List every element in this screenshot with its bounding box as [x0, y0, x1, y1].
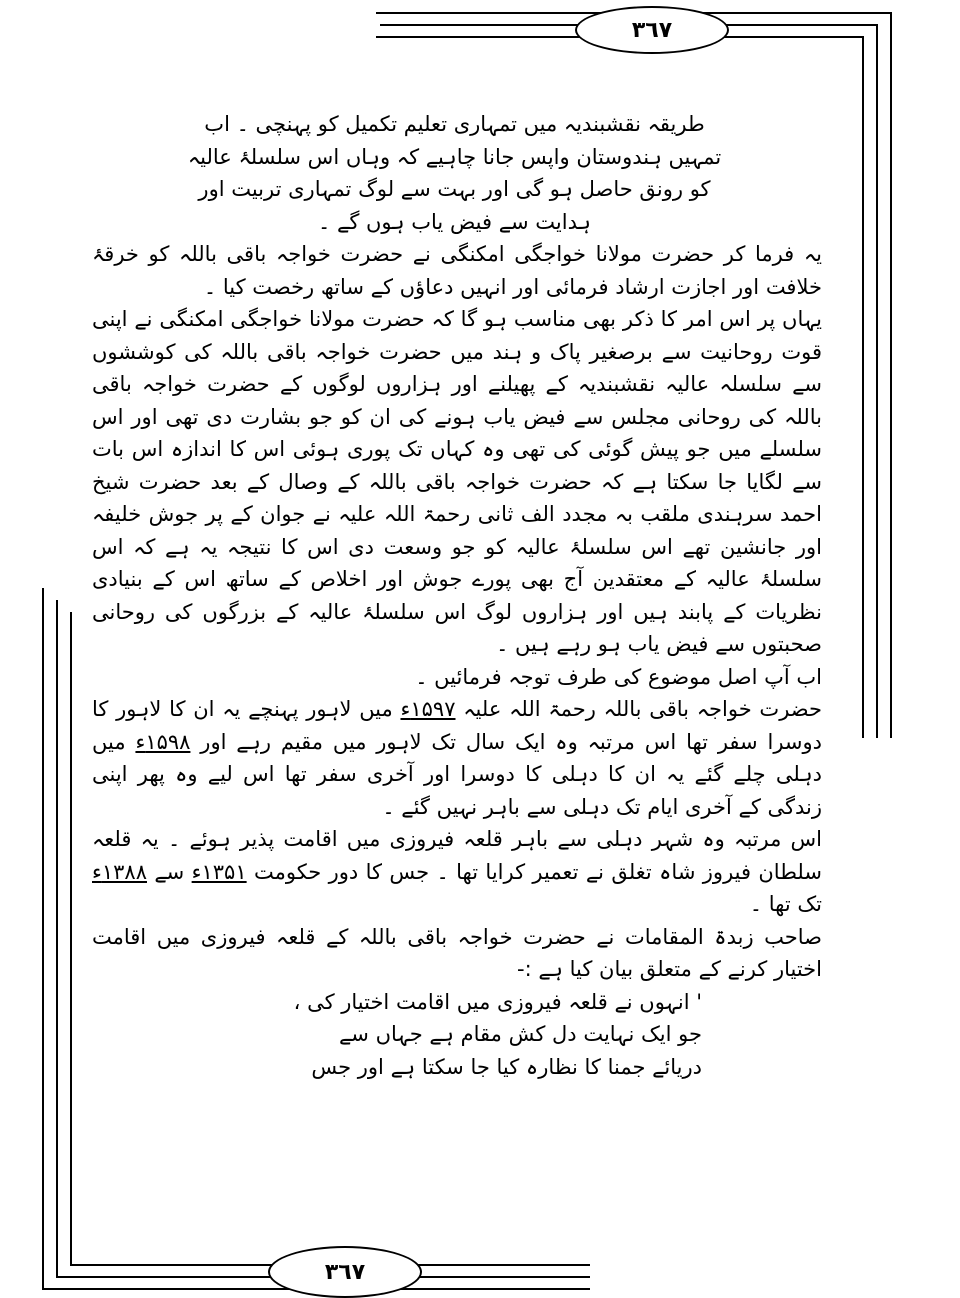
frame-line [862, 36, 864, 738]
paragraph: اب آپ اصل موضوع کی طرف توجہ فرمائیں ۔ [415, 664, 822, 689]
text-run: تک تھا ۔ [749, 892, 822, 916]
text-run: سے [154, 859, 185, 884]
paragraph [92, 823, 822, 921]
paragraph: یہ فرما کر حضرت مولانا خواجگی امکنگی نے حضرت خواجہ باقی باللہ کو خرقۂ خلافت اور اجازت ارشاد فرمائی اور انہیں دعاؤں کے ساتھ رخصت کیا ۔ [92, 242, 822, 299]
text-run: حضرت خواجہ باقی باللہ رحمۃ اللہ علیہ [463, 697, 822, 721]
date: ۱۳۵۱ء [191, 859, 247, 884]
text-run: اس مرتبہ وہ شہر دہلی سے باہر قلعہ فیروزی میں اقامت پذیر ہوئے ۔ یہ قلعہ سلطان فیروز شاہ تغلق نے تعمیر کرایا تھا ۔ جس کا دور حکومت [92, 827, 822, 884]
paragraph: یہاں پر اس امر کا ذکر بھی مناسب ہو گا کہ حضرت مولانا خواجگی امکنگی نے اپنی قوت روحانیت سے برصغیر پاک و ہند میں حضرت خواجہ باقی باللہ کی کوششوں سے سلسلہ عالیہ نقشبندیہ کے پھیلنے اور ہزاروں لوگوں کے حضرت خواجہ باقی باللہ کی روحانی مجلس سے فیض یاب ہونے کی ان کو جو بشارت دی تھی اور اس سلسلے میں جو پیش گوئی کی تھی وہ کہاں تک پوری ہوئی اس کا اندازہ اس بات سے لگایا جا سکتا ہے کہ حضرت خواجہ باقی باللہ کے وصال کے بعد حضرت شیخ احمد سرہندی ملقب بہ مجدد الف ثانی رحمۃ اللہ علیہ نے جوان کے پر جوش خلیفہ اور جانشین تھے اس سلسلۂ عالیہ کو جو وسعت دی اس کا نتیجہ یہ ہے کہ اس سلسلۂ عالیہ کے معتقدین آج بھی پورے جوش اور اخلاص کے ساتھ اس کے بنیادی نظریات کے پابند ہیں اور ہزاروں لوگ اس سلسلۂ عالیہ کے بزرگوں کی روحانی صحبتوں سے فیض یاب ہو رہے ہیں ۔ [92, 307, 822, 656]
page-number-top: ٣٦٧ [575, 6, 729, 54]
frame-line [42, 588, 44, 1290]
date: ۱۵۹۸ء [135, 729, 191, 754]
frame-line [890, 12, 892, 738]
quotation: ' انہوں نے قلعہ فیروزی میں اقامت اختیار کی ، جو ایک نہایت دل کش مقام ہے جہاں سے دریائے جمنا کا نظارہ کیا جا سکتا ہے اور جس [293, 989, 702, 1079]
page-text [92, 108, 822, 1083]
page-number-bottom: ٣٦٧ [268, 1246, 422, 1298]
frame-line [56, 600, 58, 1278]
date: ۱۵۹۷ء [400, 697, 456, 721]
paragraph: صاحب زبدۃ المقامات نے حضرت خواجہ باقی باللہ کے قلعہ فیروزی میں اقامت اختیار کرنے کے متعلق بیان کیا ہے :- [92, 924, 822, 981]
frame-line [70, 612, 72, 1266]
text-run: میں دہلی چلے گئے یہ ان کا دہلی کا دوسرا اور آخری سفر تھا اس لیے وہ پھر اپنی زندگی کے آخری ایام تک دہلی سے باہر نہیں گئے ۔ [92, 729, 822, 819]
frame-line [876, 24, 878, 738]
paragraph: طریقہ نقشبندیہ میں تمہاری تعلیم تکمیل کو پہنچی ۔ اب تمہیں ہندوستان واپس جانا چاہیے کہ وہاں اس سلسلۂ عالیہ کو رونق حاصل ہو گی اور بہت سے لوگ تمہاری تربیت اور ہدایت سے فیض یاب ہوں گے ۔ [187, 112, 722, 234]
paragraph [92, 693, 822, 823]
text-run: میں لاہور پہنچے یہ ان کا لاہور کا دوسرا سفر تھا اس مرتبہ وہ ایک سال تک لاہور میں مقیم رہے اور [92, 697, 823, 754]
date: ۱۳۸۸ء [92, 859, 147, 884]
